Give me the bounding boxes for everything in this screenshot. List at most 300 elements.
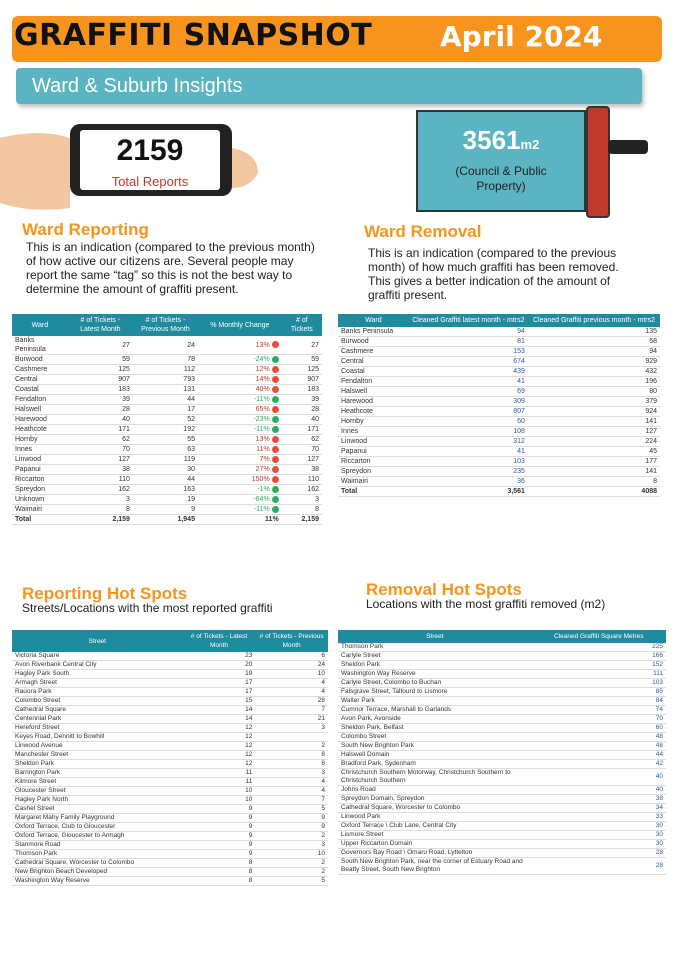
decrease-dot-icon	[272, 356, 279, 363]
table-cell: 2	[255, 832, 328, 841]
table-row	[12, 787, 328, 796]
table-row	[338, 697, 666, 706]
table-cell: Walter Park	[338, 697, 532, 706]
table-cell: Victoria Square	[12, 652, 183, 661]
table-cell: 14	[183, 715, 256, 724]
removal-hotspots-title: Removal Hot Spots	[366, 580, 522, 599]
table-cell: 793	[133, 375, 198, 385]
table-cell: 8	[528, 477, 660, 487]
table-cell: 52	[133, 415, 198, 425]
table-cell: 11	[183, 769, 256, 778]
table-cell: 9	[183, 841, 256, 850]
table-cell: 183	[68, 385, 133, 395]
table-row	[12, 375, 322, 385]
table-cell: 12	[183, 751, 256, 760]
table-row	[338, 357, 660, 367]
table-cell: 44	[532, 751, 666, 760]
table-cell: 23	[183, 652, 256, 661]
table-cell: Upper Riccarton Domain	[338, 840, 532, 849]
table-cell: 235	[409, 467, 528, 477]
table-cell: Washington Way Reserve	[12, 877, 183, 886]
table-cell: 4	[255, 787, 328, 796]
table-cell: 30	[532, 840, 666, 849]
table-cell: Linwood Avenue	[12, 742, 183, 751]
total-cell: 2,159	[282, 515, 322, 525]
paint-roller-icon	[586, 106, 610, 218]
page-subtitle: Ward & Suburb Insights	[32, 75, 243, 97]
table-cell: Fendalton	[12, 395, 68, 405]
increase-dot-icon	[272, 436, 279, 443]
table-row	[12, 465, 322, 475]
table-row	[338, 840, 666, 849]
table-cell: 44	[133, 475, 198, 485]
table-cell: 119	[133, 455, 198, 465]
removed-area-value: 3561m2	[462, 125, 540, 155]
table-row	[338, 387, 660, 397]
table-cell: 84	[532, 697, 666, 706]
total-cell: Total	[338, 487, 409, 497]
table-cell: Oxford Terrace \ Club Lane, Central City	[338, 822, 532, 831]
total-row	[12, 515, 322, 525]
table-row	[12, 679, 328, 688]
table-cell: 907	[68, 375, 133, 385]
table-cell: 10	[183, 787, 256, 796]
table-row	[12, 355, 322, 365]
table-cell	[198, 375, 282, 385]
table-cell: Central	[338, 357, 409, 367]
table-cell: 58	[528, 337, 660, 347]
table-cell: 127	[68, 455, 133, 465]
table-cell: 94	[409, 327, 528, 337]
table-cell: 59	[68, 355, 133, 365]
table-cell: 12	[183, 724, 256, 733]
table-cell: Papanui	[12, 465, 68, 475]
reporting-hotspots-title: Reporting Hot Spots	[22, 584, 188, 603]
table-row	[338, 407, 660, 417]
table-row	[338, 661, 666, 670]
table-cell: Carlyle Street	[338, 652, 532, 661]
column-header: Ward	[338, 314, 409, 327]
table-row	[12, 365, 322, 375]
table-cell: Harewood	[338, 397, 409, 407]
table-cell: Burwood	[12, 355, 68, 365]
table-row	[12, 395, 322, 405]
table-cell: 9	[183, 823, 256, 832]
table-cell: Hornby	[338, 417, 409, 427]
table-cell: 6	[255, 652, 328, 661]
change-value: -11%	[253, 426, 270, 433]
table-cell: Oxford Terrace, Club to Gloucester	[12, 823, 183, 832]
table-row	[338, 397, 660, 407]
table-cell: Fendalton	[338, 377, 409, 387]
table-row	[12, 385, 322, 395]
column-header: # of Tickets - Latest Month	[68, 314, 133, 336]
table-cell: 38	[68, 465, 133, 475]
table-cell: 166	[532, 652, 666, 661]
table-cell: 177	[528, 457, 660, 467]
ward-removal-table	[338, 314, 660, 497]
table-cell: 62	[68, 435, 133, 445]
table-cell: 8	[183, 868, 256, 877]
table-cell: 8	[183, 859, 256, 868]
table-cell: 224	[528, 437, 660, 447]
table-cell: 152	[532, 661, 666, 670]
table-cell: Armagh Street	[12, 679, 183, 688]
ward-reporting-table	[12, 314, 322, 525]
table-cell: 929	[528, 357, 660, 367]
table-cell: 379	[528, 397, 660, 407]
table-cell: 85	[532, 688, 666, 697]
change-value: 13%	[255, 341, 270, 349]
table-cell: 20	[183, 661, 256, 670]
table-cell: 10	[183, 796, 256, 805]
table-row	[12, 706, 328, 715]
table-row	[338, 477, 660, 487]
table-cell: 30	[532, 822, 666, 831]
table-cell: Gloucester Street	[12, 787, 183, 796]
table-cell: 108	[409, 427, 528, 437]
table-cell: 907	[282, 375, 322, 385]
table-cell: 12	[183, 742, 256, 751]
table-cell: 40	[532, 769, 666, 786]
table-cell: 74	[532, 706, 666, 715]
table-cell: 141	[528, 417, 660, 427]
table-cell: 9	[183, 814, 256, 823]
table-row	[12, 769, 328, 778]
table-cell: 24	[255, 661, 328, 670]
table-cell: 41	[409, 377, 528, 387]
table-cell: Linwood	[338, 437, 409, 447]
table-row	[12, 697, 328, 706]
table-cell: Cathedral Square, Worcester to Colombo	[12, 859, 183, 868]
ward-removal-title: Ward Removal	[364, 222, 482, 241]
table-cell: 38	[282, 465, 322, 475]
table-cell: 924	[528, 407, 660, 417]
table-row	[12, 415, 322, 425]
table-row	[12, 495, 322, 505]
column-header: # of Tickets - Previous Month	[133, 314, 198, 336]
table-cell	[198, 425, 282, 435]
table-row	[12, 652, 328, 661]
total-cell: 11%	[198, 515, 282, 525]
table-row	[338, 347, 660, 357]
table-cell: Johns Road	[338, 786, 532, 795]
table-cell: Keyes Road, Dennitt to Bowhill	[12, 733, 183, 742]
increase-dot-icon	[272, 476, 279, 483]
table-row	[12, 425, 322, 435]
table-row	[12, 796, 328, 805]
table-cell: 39	[68, 395, 133, 405]
table-cell: South New Brighton Park, near the corner of Estuary Road and Beatty Street, South New Brighton	[338, 858, 532, 875]
table-cell: Hereford Street	[12, 724, 183, 733]
table-cell	[198, 385, 282, 395]
column-header: # of Tickets	[282, 314, 322, 336]
table-cell: 21	[255, 715, 328, 724]
table-row	[338, 670, 666, 679]
table-cell: Halswell	[12, 405, 68, 415]
table-cell: 10	[255, 850, 328, 859]
table-cell	[198, 355, 282, 365]
table-cell: Riccarton	[338, 457, 409, 467]
table-cell: 125	[282, 365, 322, 375]
change-value: 12%	[255, 366, 270, 373]
table-row	[12, 877, 328, 886]
table-cell: 2	[255, 859, 328, 868]
table-cell: Cashmere	[338, 347, 409, 357]
column-header: Cleaned Graffiti previous month - mtrs2	[528, 314, 660, 327]
table-cell	[198, 445, 282, 455]
table-row	[12, 823, 328, 832]
change-value: 40%	[255, 386, 270, 393]
change-value: -24%	[253, 356, 270, 363]
table-cell: 39	[282, 395, 322, 405]
table-cell: Sheldon Park	[12, 760, 183, 769]
table-cell: 5	[255, 805, 328, 814]
table-cell: 42	[532, 760, 666, 769]
table-cell: South New Brighton Park	[338, 742, 532, 751]
table-row	[338, 733, 666, 742]
table-cell: 162	[68, 485, 133, 495]
column-header: Ward	[12, 314, 68, 336]
table-cell: Colombo Street	[12, 697, 183, 706]
table-cell: 309	[409, 397, 528, 407]
table-cell: 78	[133, 355, 198, 365]
table-cell	[198, 405, 282, 415]
table-cell: 45	[528, 447, 660, 457]
table-cell: 110	[68, 475, 133, 485]
increase-dot-icon	[272, 341, 279, 348]
table-cell: 9	[183, 850, 256, 859]
table-row	[338, 377, 660, 387]
table-row	[338, 467, 660, 477]
table-cell: 11	[183, 778, 256, 787]
change-value: 27%	[255, 466, 270, 473]
table-row	[338, 813, 666, 822]
table-cell: Cashel Street	[12, 805, 183, 814]
table-cell: 103	[409, 457, 528, 467]
table-row	[12, 850, 328, 859]
table-cell: 110	[282, 475, 322, 485]
table-cell: 69	[409, 387, 528, 397]
column-header: # of Tickets - Latest Month	[183, 630, 256, 652]
increase-dot-icon	[272, 406, 279, 413]
table-row	[12, 505, 322, 515]
table-row	[338, 367, 660, 377]
table-row	[338, 417, 660, 427]
table-cell: Carlyle Street, Colombo to Buchan	[338, 679, 532, 688]
decrease-dot-icon	[272, 496, 279, 503]
table-row	[12, 814, 328, 823]
table-cell: 163	[133, 485, 198, 495]
table-cell: 30	[133, 465, 198, 475]
total-cell: 3,561	[409, 487, 528, 497]
table-row	[12, 445, 322, 455]
table-row	[12, 742, 328, 751]
table-row	[338, 786, 666, 795]
table-cell	[198, 415, 282, 425]
table-cell: Riccarton	[12, 475, 68, 485]
table-cell: Bradford Park, Sydenham	[338, 760, 532, 769]
table-cell: 2	[255, 742, 328, 751]
table-cell: 125	[68, 365, 133, 375]
table-cell: Kilmore Street	[12, 778, 183, 787]
table-cell: 40	[282, 415, 322, 425]
column-header: Street	[338, 630, 532, 643]
change-value: 14%	[255, 376, 270, 383]
table-row	[338, 760, 666, 769]
table-cell: 171	[68, 425, 133, 435]
table-cell: 131	[133, 385, 198, 395]
total-reports-label: Total Reports	[111, 174, 189, 189]
decrease-dot-icon	[272, 506, 279, 513]
table-cell: Halswell	[338, 387, 409, 397]
roller-handle-icon	[608, 140, 648, 154]
table-cell: Cathedral Square, Worcester to Colombo	[338, 804, 532, 813]
table-cell: 4	[255, 688, 328, 697]
change-value: -1%	[257, 486, 270, 493]
table-row	[338, 447, 660, 457]
change-value: 13%	[255, 436, 270, 443]
table-row	[338, 795, 666, 804]
table-row	[338, 337, 660, 347]
table-row	[338, 643, 666, 652]
decrease-dot-icon	[272, 486, 279, 493]
table-cell: 153	[409, 347, 528, 357]
table-row	[12, 868, 328, 877]
table-cell: Waimairi	[12, 505, 68, 515]
removed-area-label: (Council & Public Property)	[455, 164, 547, 193]
table-row	[338, 437, 660, 447]
table-row	[12, 455, 322, 465]
table-cell: 807	[409, 407, 528, 417]
table-cell: Waimairi	[338, 477, 409, 487]
table-cell: 70	[68, 445, 133, 455]
table-cell: 9	[183, 805, 256, 814]
table-cell: 28	[282, 405, 322, 415]
table-cell: 28	[68, 405, 133, 415]
table-cell: 3	[68, 495, 133, 505]
increase-dot-icon	[272, 366, 279, 373]
change-value: -11%	[253, 506, 270, 513]
table-cell: 162	[282, 485, 322, 495]
table-cell: 15	[183, 697, 256, 706]
table-cell: Thomson Park	[12, 850, 183, 859]
table-cell: 34	[532, 804, 666, 813]
removal-hotspots-subtitle: Locations with the most graffiti removed (m2)	[366, 597, 606, 611]
page-title: GRAFFITI SNAPSHOT	[14, 18, 373, 53]
table-cell: Rauora Park	[12, 688, 183, 697]
table-row	[12, 832, 328, 841]
table-row	[12, 688, 328, 697]
table-cell: 192	[133, 425, 198, 435]
table-row	[12, 715, 328, 724]
table-row	[338, 427, 660, 437]
table-cell: Heathcote	[12, 425, 68, 435]
table-cell: 60	[532, 724, 666, 733]
change-value: 11%	[256, 446, 270, 453]
table-cell: 112	[133, 365, 198, 375]
table-row	[338, 822, 666, 831]
table-cell: 9	[133, 505, 198, 515]
increase-dot-icon	[272, 466, 279, 473]
table-cell: Hagley Park South	[12, 670, 183, 679]
table-cell: 80	[528, 387, 660, 397]
increase-dot-icon	[272, 376, 279, 383]
table-cell: 14	[183, 706, 256, 715]
table-row	[338, 715, 666, 724]
table-cell	[198, 475, 282, 485]
table-cell: 5	[255, 877, 328, 886]
change-value: -84%	[253, 496, 270, 503]
table-cell: 27	[68, 336, 133, 355]
table-cell: Manchester Street	[12, 751, 183, 760]
table-cell: Colombo Street	[338, 733, 532, 742]
increase-dot-icon	[272, 386, 279, 393]
table-cell: 171	[282, 425, 322, 435]
change-value: -11%	[253, 396, 270, 403]
table-cell: Cumnor Terrace, Marshall to Garlands	[338, 706, 532, 715]
change-value: -23%	[253, 416, 270, 423]
table-row	[12, 778, 328, 787]
table-cell	[198, 395, 282, 405]
total-cell: 1,945	[133, 515, 198, 525]
table-row	[12, 661, 328, 670]
table-row	[338, 327, 660, 337]
table-cell	[198, 365, 282, 375]
report-date: April 2024	[440, 20, 603, 53]
column-header: % Monthly Change	[198, 314, 282, 336]
table-cell: 127	[282, 455, 322, 465]
table-cell: 12	[183, 733, 256, 742]
table-cell: 28	[255, 697, 328, 706]
table-cell: 196	[528, 377, 660, 387]
table-cell: 17	[183, 679, 256, 688]
table-cell: 30	[532, 831, 666, 840]
table-cell: 439	[409, 367, 528, 377]
table-row	[338, 652, 666, 661]
table-cell: Barrington Park	[12, 769, 183, 778]
table-cell: 8	[282, 505, 322, 515]
column-header: # of Tickets - Previous Month	[255, 630, 328, 652]
table-cell: Oxford Terrace, Gloucester to Armagh	[12, 832, 183, 841]
table-row	[12, 841, 328, 850]
table-row	[338, 724, 666, 733]
table-cell: 2	[255, 868, 328, 877]
table-cell: 8	[68, 505, 133, 515]
table-cell: Washington Way Reserve	[338, 670, 532, 679]
table-row	[338, 849, 666, 858]
table-cell: Christchurch Southern Motorway, Christchurch Southern to Christchurch Southern	[338, 769, 532, 786]
increase-dot-icon	[272, 456, 279, 463]
change-value: 150%	[251, 476, 270, 483]
table-cell: Thomson Park	[338, 643, 532, 652]
table-cell: Avon Park, Avonside	[338, 715, 532, 724]
table-cell: 63	[133, 445, 198, 455]
table-cell: 41	[409, 447, 528, 457]
reporting-hotspots-table	[12, 630, 328, 886]
table-cell: Cathedral Square	[12, 706, 183, 715]
table-cell: 48	[532, 742, 666, 751]
table-cell: 3	[282, 495, 322, 505]
table-row	[12, 336, 322, 355]
table-cell	[198, 505, 282, 515]
table-cell: Hagley Park North	[12, 796, 183, 805]
table-cell: Stanmore Road	[12, 841, 183, 850]
table-cell: 12	[183, 760, 256, 769]
ward-reporting-title: Ward Reporting	[22, 220, 149, 239]
reporting-hotspots-subtitle: Streets/Locations with the most reported graffiti	[22, 601, 273, 615]
table-cell: Linwood Park	[338, 813, 532, 822]
